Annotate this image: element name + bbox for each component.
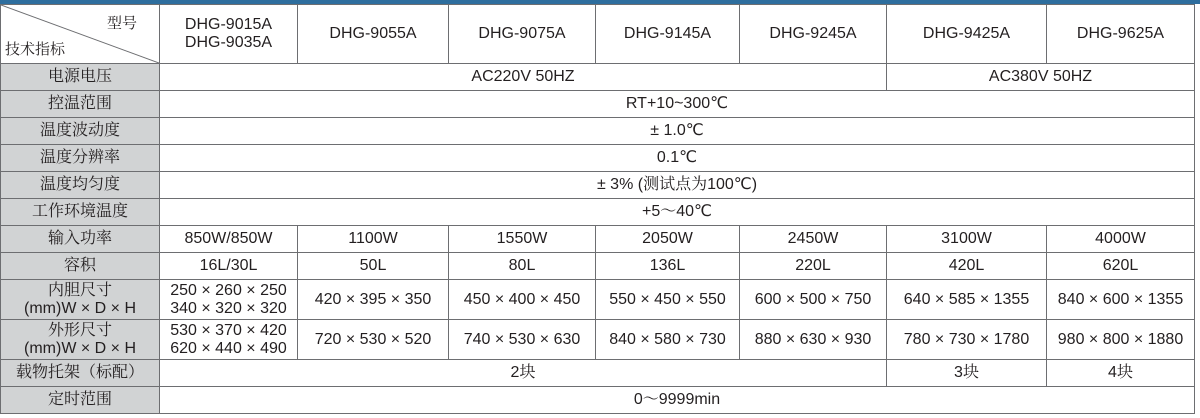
cell-value-line: 340 × 320 × 320 — [170, 299, 287, 317]
row-label: 温度均匀度 — [1, 172, 160, 199]
row-label-line: (mm)W × D × H — [24, 299, 136, 317]
model-header — [160, 5, 298, 64]
cell-value: 3100W — [887, 226, 1047, 253]
cell-value: 780 × 730 × 1780 — [887, 320, 1047, 360]
cell-value: 420L — [887, 253, 1047, 280]
cell-value: 980 × 800 × 1880 — [1047, 320, 1195, 360]
corner-bottom-label: 技术指标 — [5, 41, 66, 58]
input-power-row — [1, 226, 1195, 253]
row-label: 工作环境温度 — [1, 199, 160, 226]
model-header: DHG-9245A — [740, 5, 887, 64]
row-label — [1, 320, 160, 360]
cell-value: 720 × 530 × 520 — [298, 320, 449, 360]
cell-value: 880 × 630 × 930 — [740, 320, 887, 360]
cell-value: 840 × 580 × 730 — [596, 320, 740, 360]
volume-row — [1, 253, 1195, 280]
timer-row — [1, 387, 1195, 414]
model-name: DHG-9035A — [184, 34, 273, 51]
outer-size-row — [1, 320, 1195, 360]
cell-value: 2块 — [160, 360, 887, 387]
row-label: 容积 — [1, 253, 160, 280]
row-label-line: 外形尺寸 — [47, 321, 112, 339]
model-name: DHG-9015A — [184, 16, 273, 33]
spec-table — [0, 4, 1195, 414]
shelves-row — [1, 360, 1195, 387]
cell-value — [160, 280, 298, 320]
cell-value: 220L — [740, 253, 887, 280]
inner-size-row — [1, 280, 1195, 320]
corner-header-cell — [1, 5, 160, 64]
row-label — [1, 280, 160, 320]
model-header: DHG-9425A — [887, 5, 1047, 64]
cell-value — [160, 320, 298, 360]
cell-value: 850W/850W — [160, 226, 298, 253]
cell-value-line: 620 × 440 × 490 — [170, 339, 287, 357]
row-label: 控温范围 — [1, 91, 160, 118]
cell-value: 1100W — [298, 226, 449, 253]
row-label: 载物托架（标配） — [1, 360, 160, 387]
cell-value: 2050W — [596, 226, 740, 253]
row-label: 温度分辨率 — [1, 145, 160, 172]
cell-value: 80L — [449, 253, 596, 280]
cell-value: 600 × 500 × 750 — [740, 280, 887, 320]
cell-value: 0～9999min — [160, 387, 1195, 414]
header-row — [1, 5, 1195, 64]
row-label: 定时范围 — [1, 387, 160, 414]
cell-value: 3块 — [887, 360, 1047, 387]
cell-value: 1550W — [449, 226, 596, 253]
cell-value: 640 × 585 × 1355 — [887, 280, 1047, 320]
cell-value: 136L — [596, 253, 740, 280]
cell-value: AC220V 50HZ — [160, 64, 887, 91]
model-header: DHG-9625A — [1047, 5, 1195, 64]
cell-value: 2450W — [740, 226, 887, 253]
cell-value: 740 × 530 × 630 — [449, 320, 596, 360]
row-label-line: (mm)W × D × H — [24, 339, 136, 357]
cell-value: 840 × 600 × 1355 — [1047, 280, 1195, 320]
corner-top-label: 型号 — [106, 15, 137, 32]
cell-value: RT+10~300℃ — [160, 91, 1195, 118]
temp-resolution-row — [1, 145, 1195, 172]
cell-value: 4000W — [1047, 226, 1195, 253]
cell-value: 16L/30L — [160, 253, 298, 280]
cell-value: +5～40℃ — [160, 199, 1195, 226]
cell-value: 620L — [1047, 253, 1195, 280]
model-header: DHG-9145A — [596, 5, 740, 64]
model-header: DHG-9055A — [298, 5, 449, 64]
cell-value-line: 250 × 260 × 250 — [170, 281, 287, 299]
row-label-line: 内胆尺寸 — [47, 281, 112, 299]
temp-fluctuation-row — [1, 118, 1195, 145]
cell-value: ± 1.0℃ — [160, 118, 1195, 145]
cell-value: 420 × 395 × 350 — [298, 280, 449, 320]
cell-value: 50L — [298, 253, 449, 280]
temp-range-row — [1, 91, 1195, 118]
cell-value: 0.1℃ — [160, 145, 1195, 172]
cell-value: AC380V 50HZ — [887, 64, 1195, 91]
row-label: 电源电压 — [1, 64, 160, 91]
model-header: DHG-9075A — [449, 5, 596, 64]
ambient-temp-row — [1, 199, 1195, 226]
row-label: 温度波动度 — [1, 118, 160, 145]
row-label: 输入功率 — [1, 226, 160, 253]
cell-value-line: 530 × 370 × 420 — [170, 321, 287, 339]
cell-value: 4块 — [1047, 360, 1195, 387]
power-supply-row — [1, 64, 1195, 91]
cell-value: 450 × 400 × 450 — [449, 280, 596, 320]
cell-value: 550 × 450 × 550 — [596, 280, 740, 320]
temp-uniformity-row — [1, 172, 1195, 199]
cell-value: ± 3% (测试点为100℃) — [160, 172, 1195, 199]
